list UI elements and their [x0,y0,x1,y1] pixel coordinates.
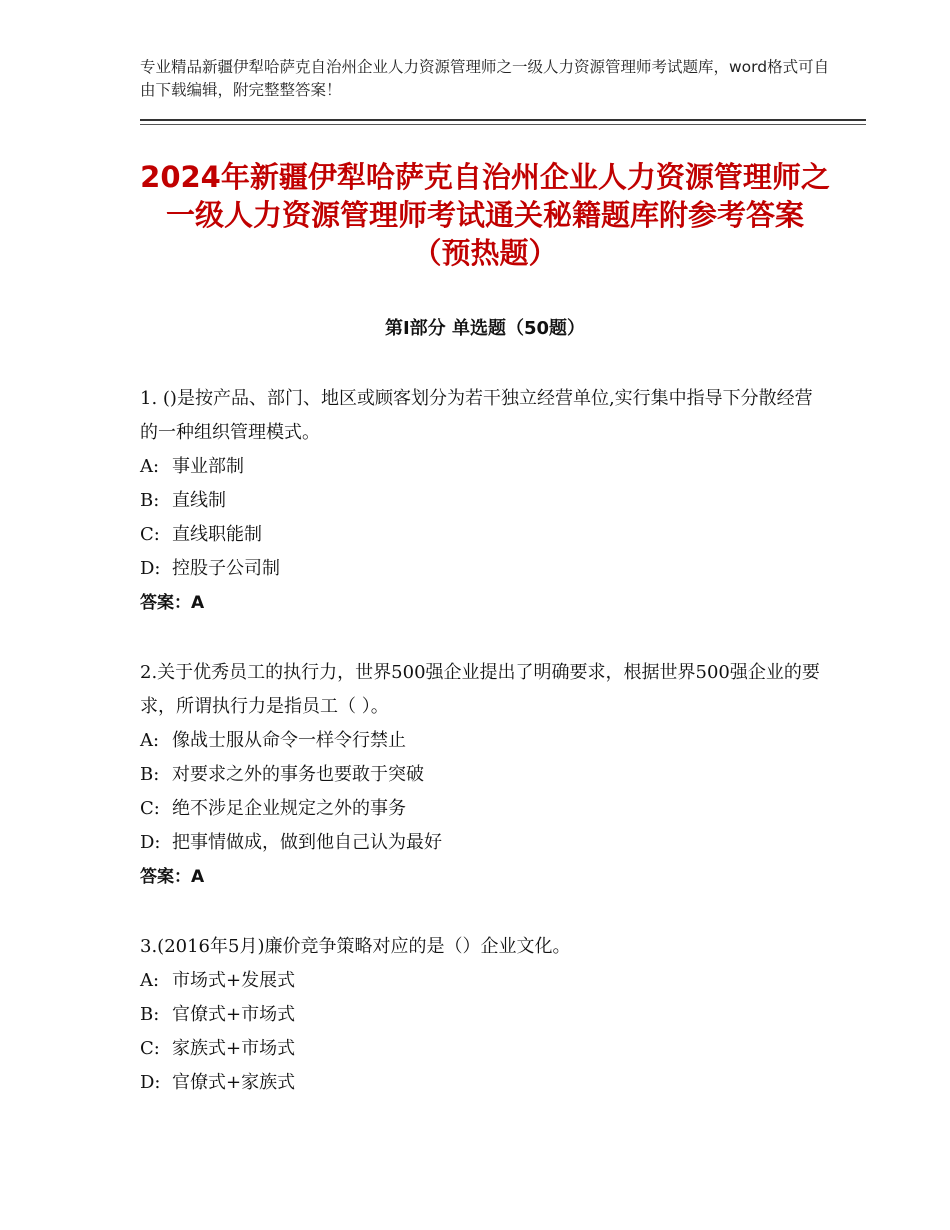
option-letter: A: [140,730,160,751]
option-b [140,758,820,792]
option-letter: D: [140,558,161,579]
option-c [140,792,820,826]
option-letter: C: [140,798,160,819]
question-stem: 2.关于优秀员工的执行力，世界500强企业提出了明确要求，根据世界500强企业的要 求，所谓执行力是指员工（ ）。 [140,662,820,717]
option-text: 官僚式+家族式 [172,1072,296,1093]
header-note: 专业精品新疆伊犁哈萨克自治州企业人力资源管理师之一级人力资源管理师考试题库，word格式可自由下载编辑，附完整整答案！ [140,58,830,99]
option-d [140,1066,820,1100]
option-text: 事业部制 [172,456,244,477]
answer-line: 答案：A [140,867,205,887]
option-text: 绝不涉足企业规定之外的事务 [172,798,406,819]
option-letter: B: [140,764,160,785]
option-text: 直线职能制 [172,524,262,545]
option-text: 家族式+市场式 [172,1038,296,1059]
option-text: 市场式+发展式 [172,970,296,991]
question-stem: 3.(2016年5月)廉价竞争策略对应的是（）企业文化。 [140,936,571,957]
option-a [140,450,820,484]
option-letter: C: [140,524,160,545]
option-letter: C: [140,1038,160,1059]
option-b [140,484,820,518]
option-letter: A: [140,456,160,477]
document-title: 2024年新疆伊犁哈萨克自治州企业人力资源管理师之一级人力资源管理师考试通关秘籍题库附参考答案（预热题） [140,160,830,270]
option-letter: B: [140,490,160,511]
question-2 [140,656,820,894]
header-rule-thick [140,119,866,121]
header-rule-thin [140,124,866,125]
answer-line: 答案：A [140,593,205,613]
option-text: 控股子公司制 [172,558,280,579]
option-text: 像战士服从命令一样令行禁止 [172,730,406,751]
option-text: 对要求之外的事务也要敢于突破 [172,764,424,785]
option-a [140,964,820,998]
question-stem: 1. ()是按产品、部门、地区或顾客划分为若干独立经营单位,实行集中指导下分散经营的一种组织管理模式。 [140,388,813,443]
option-text: 官僚式+市场式 [172,1004,296,1025]
option-d [140,552,820,586]
option-a [140,724,820,758]
option-b [140,998,820,1032]
option-letter: B: [140,1004,160,1025]
option-letter: D: [140,832,161,853]
question-list [140,382,820,1136]
option-text: 直线制 [172,490,226,511]
option-letter: D: [140,1072,161,1093]
option-text: 把事情做成，做到他自己认为最好 [172,832,442,853]
section-title: 第Ⅰ部分 单选题（50题） [384,318,585,339]
option-letter: A: [140,970,160,991]
question-1 [140,382,820,620]
option-c [140,518,820,552]
option-c [140,1032,820,1066]
question-3 [140,930,820,1100]
option-d [140,826,820,860]
